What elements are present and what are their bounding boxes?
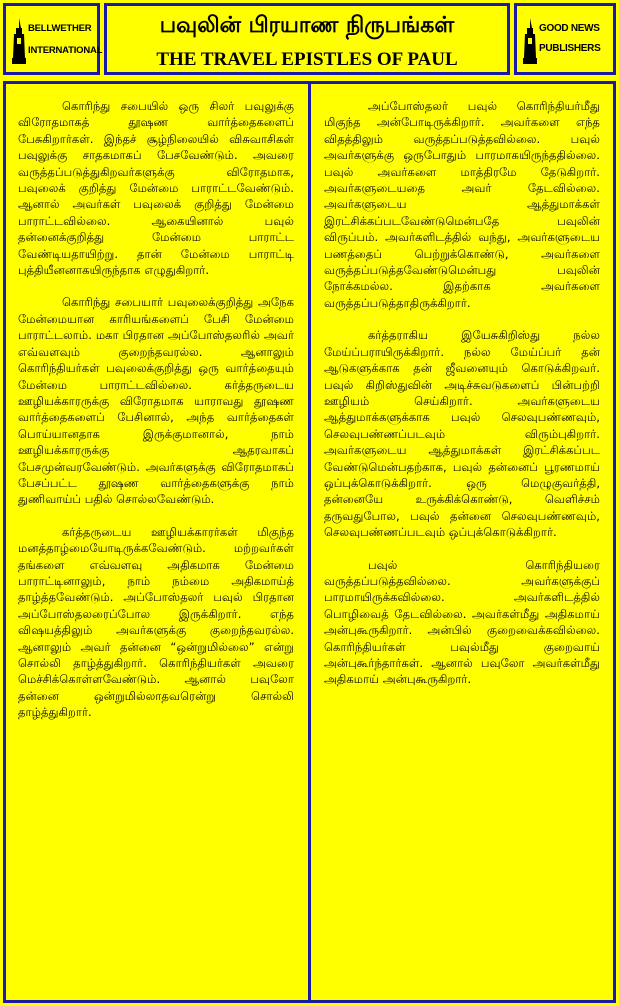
right-paragraph-2: கர்த்தராகிய இயேசுகிறிஸ்து நல்ல மேய்ப்பராயிருக்கிறார். நல்ல மேய்ப்பர் தன் ஆடுகளுக்காக தன் ஜீவனையும் கொடுக்கிறவர். பவுல் கிறிஸ்துவின் அடிச்சுவடுகளைப் பின்பற்றி ஊழியம் செய்கிறார். அவர்களுடைய ஆத்துமாக்களுக்காக பவுல் செலவுபண்ணவும், செலவுபண்ணப்படவும் விரும்புகிறார். அவர்களுடைய ஆத்துமாக்கள் இரட்சிக்கப்பட வேண்டுமென்பதற்காக, பவுல் தன்னைப் பூரணமாய் ஒப்புக்கொடுக்கிறார். ஒரு மெழுகுவர்த்தி, தன்னையே உருக்கிக்கொண்டு, வெளிச்சம் தருவதுபோல, பவுல் தன்னை செலவுபண்ணவும், செலவுபண்ணப்படவும் ஒப்புக்கொடுக்கிறார். — [324, 328, 600, 540]
right-logo-box — [514, 3, 616, 75]
title-tamil: பவுலின் பிரயாண நிருபங்கள் — [159, 13, 455, 38]
column-divider — [308, 84, 311, 1000]
left-column — [18, 98, 294, 994]
right-logo-line2: PUBLISHERS — [539, 43, 601, 54]
right-paragraph-1: அப்போஸ்தலர் பவுல் கொரிந்தியர்மீது மிகுந்த அன்போடிருக்கிறார். அவர்களை எந்த விதத்திலும் வருத்தப்படுத்தவில்லை. பவுல் அவர்களுக்கு ஒருபோதும் பாரமாகயிருந்ததில்லை. பவுல் அவர்களை மாத்திரமே தேடுகிறார். அவர்களுடையதை அவர் தேடவில்லை. அவர்களுடைய ஆத்துமாக்கள் இரட்சிக்கப்படவேண்டுமென்பதே பவுலின் விருப்பம். அவர்களிடத்தில் வந்து, அவர்களுடைய பணத்தைப் பெற்றுக்கொண்டு, அவர்களை வருத்தப்படுத்தவேண்டுமென்பது பவுலின் நோக்கமல்ல. இதற்காக அவர்களை வருத்தப்படுத்தாதிருக்கிறார். — [324, 99, 600, 310]
right-logo-line1: GOOD NEWS — [539, 23, 600, 34]
right-column — [324, 98, 600, 994]
left-paragraph-1: கொரிந்து சபையில் ஒரு சிலர் பவுலுக்கு விரோதமாகத் தூஷண வார்த்தைகளைப் பேசுகிறார்கள். இந்தச் சூழ்நிலையில் விசுவாசிகள் பவுலுக்கு சாதகமாகப் பேசவேண்டும். அவரை வருத்தப்படுத்துகிறவர்களுக்கு விரோதமாக, பவுலைக் குறித்து மேன்மை பாராட்டவேண்டும். ஆனால் அவர்கள் பவுலைக் குறித்து மேன்மை பாராட்டவில்லை. ஆகையினால் பவுல் தன்னைக்குறித்து மேன்மை பாராட்ட வேண்டியதாயிற்று. தான் மேன்மை பாராட்டி புத்தியீனனாகயிருந்தாக எழுதுகிறார். — [18, 99, 294, 278]
good-news-logo-icon — [523, 18, 537, 64]
left-paragraph-2: கொரிந்து சபையார் பவுலைக்குறித்து அநேக மேன்மையான காரியங்களைப் பேசி மேன்மை பாராட்டலாம். மகா பிரதான அப்போஸ்தலரில் அவர் எவ்வளவும் குறைந்தவரல்ல. ஆனாலும் கொரிந்தியர்கள் பவுலைக்குறித்து ஒரு வார்த்தையும் மேன்மை பாராட்டவில்லை. கர்த்தருடைய ஊழியக்காரருக்கு விரோதமாக யாராவது தூஷண வார்த்தைகளைப் பேசினால், அந்த வார்த்தைகள் பொய்யானதாக இருக்குமானால், நாம் ஊழியக்காரருக்கு ஆதரவாகப் பேசமுன்வரவேண்டும். அவர்களுக்கு விரோதமாகப் பேசப்பட்ட தூஷண வார்த்தைகளுக்கு நாம் துணிவாய்ப் பதில் சொல்லவேண்டும். — [18, 295, 294, 507]
header — [0, 0, 619, 78]
title-box — [104, 3, 510, 75]
title-english: THE TRAVEL EPISTLES OF PAUL — [156, 49, 458, 70]
bellwether-logo — [10, 12, 103, 70]
good-news-logo — [523, 12, 611, 70]
bellwether-logo-icon — [12, 18, 26, 64]
left-logo-line2: INTERNATIONAL — [28, 45, 103, 56]
right-paragraph-3: பவுல் கொரிந்தியரை வருத்தப்படுத்தவில்லை. அவர்களுக்குப் பாரமாயிருக்கவில்லை. அவர்களிடத்தில் பொழிவைத் தேடவில்லை. அவர்கள்மீது அதிகமாய் அன்புகூருகிறார். அன்பில் குறைவைக்கவில்லை. கொரிந்தியர்கள் பவுல்மீது குறைவாய் அன்புகூர்ந்தார்கள். ஆனால் பவுலோ அவர்கள்மீது அதிகமாய் அன்புகூருகிறார். — [324, 557, 600, 687]
content-frame — [3, 81, 616, 1003]
left-logo-box — [3, 3, 103, 75]
left-paragraph-3: கர்த்தருடைய ஊழியக்காரர்கள் மிகுந்த மனத்தாழ்மையோடிருக்கவேண்டும். மற்றவர்கள் தங்களை எவ்வளவு அதிகமாக மேன்மை பாராட்டினாலும், நாம் நம்மை அதிகமாய்த் தாழ்த்தவேண்டும். அப்போஸ்தலர் பவுல் பிரதான அப்போஸ்தலரைப்போல இருக்கிறார். எந்த விஷயத்திலும் அவர்களுக்கு குறைந்தவரல்ல. ஆனாலும் அவர் தன்னை “ஒன்றுமில்லை” என்று சொல்லி தாழ்த்துகிறார். கொரிந்தியர்கள் அவரை மெச்சிக்கொள்ளவேண்டும். ஆனால் பவுலோ தன்னை ஒன்றுமில்லாதவரென்று சொல்லி தாழ்த்துகிறார். — [18, 524, 294, 720]
left-logo-line1: BELLWETHER — [28, 23, 92, 34]
